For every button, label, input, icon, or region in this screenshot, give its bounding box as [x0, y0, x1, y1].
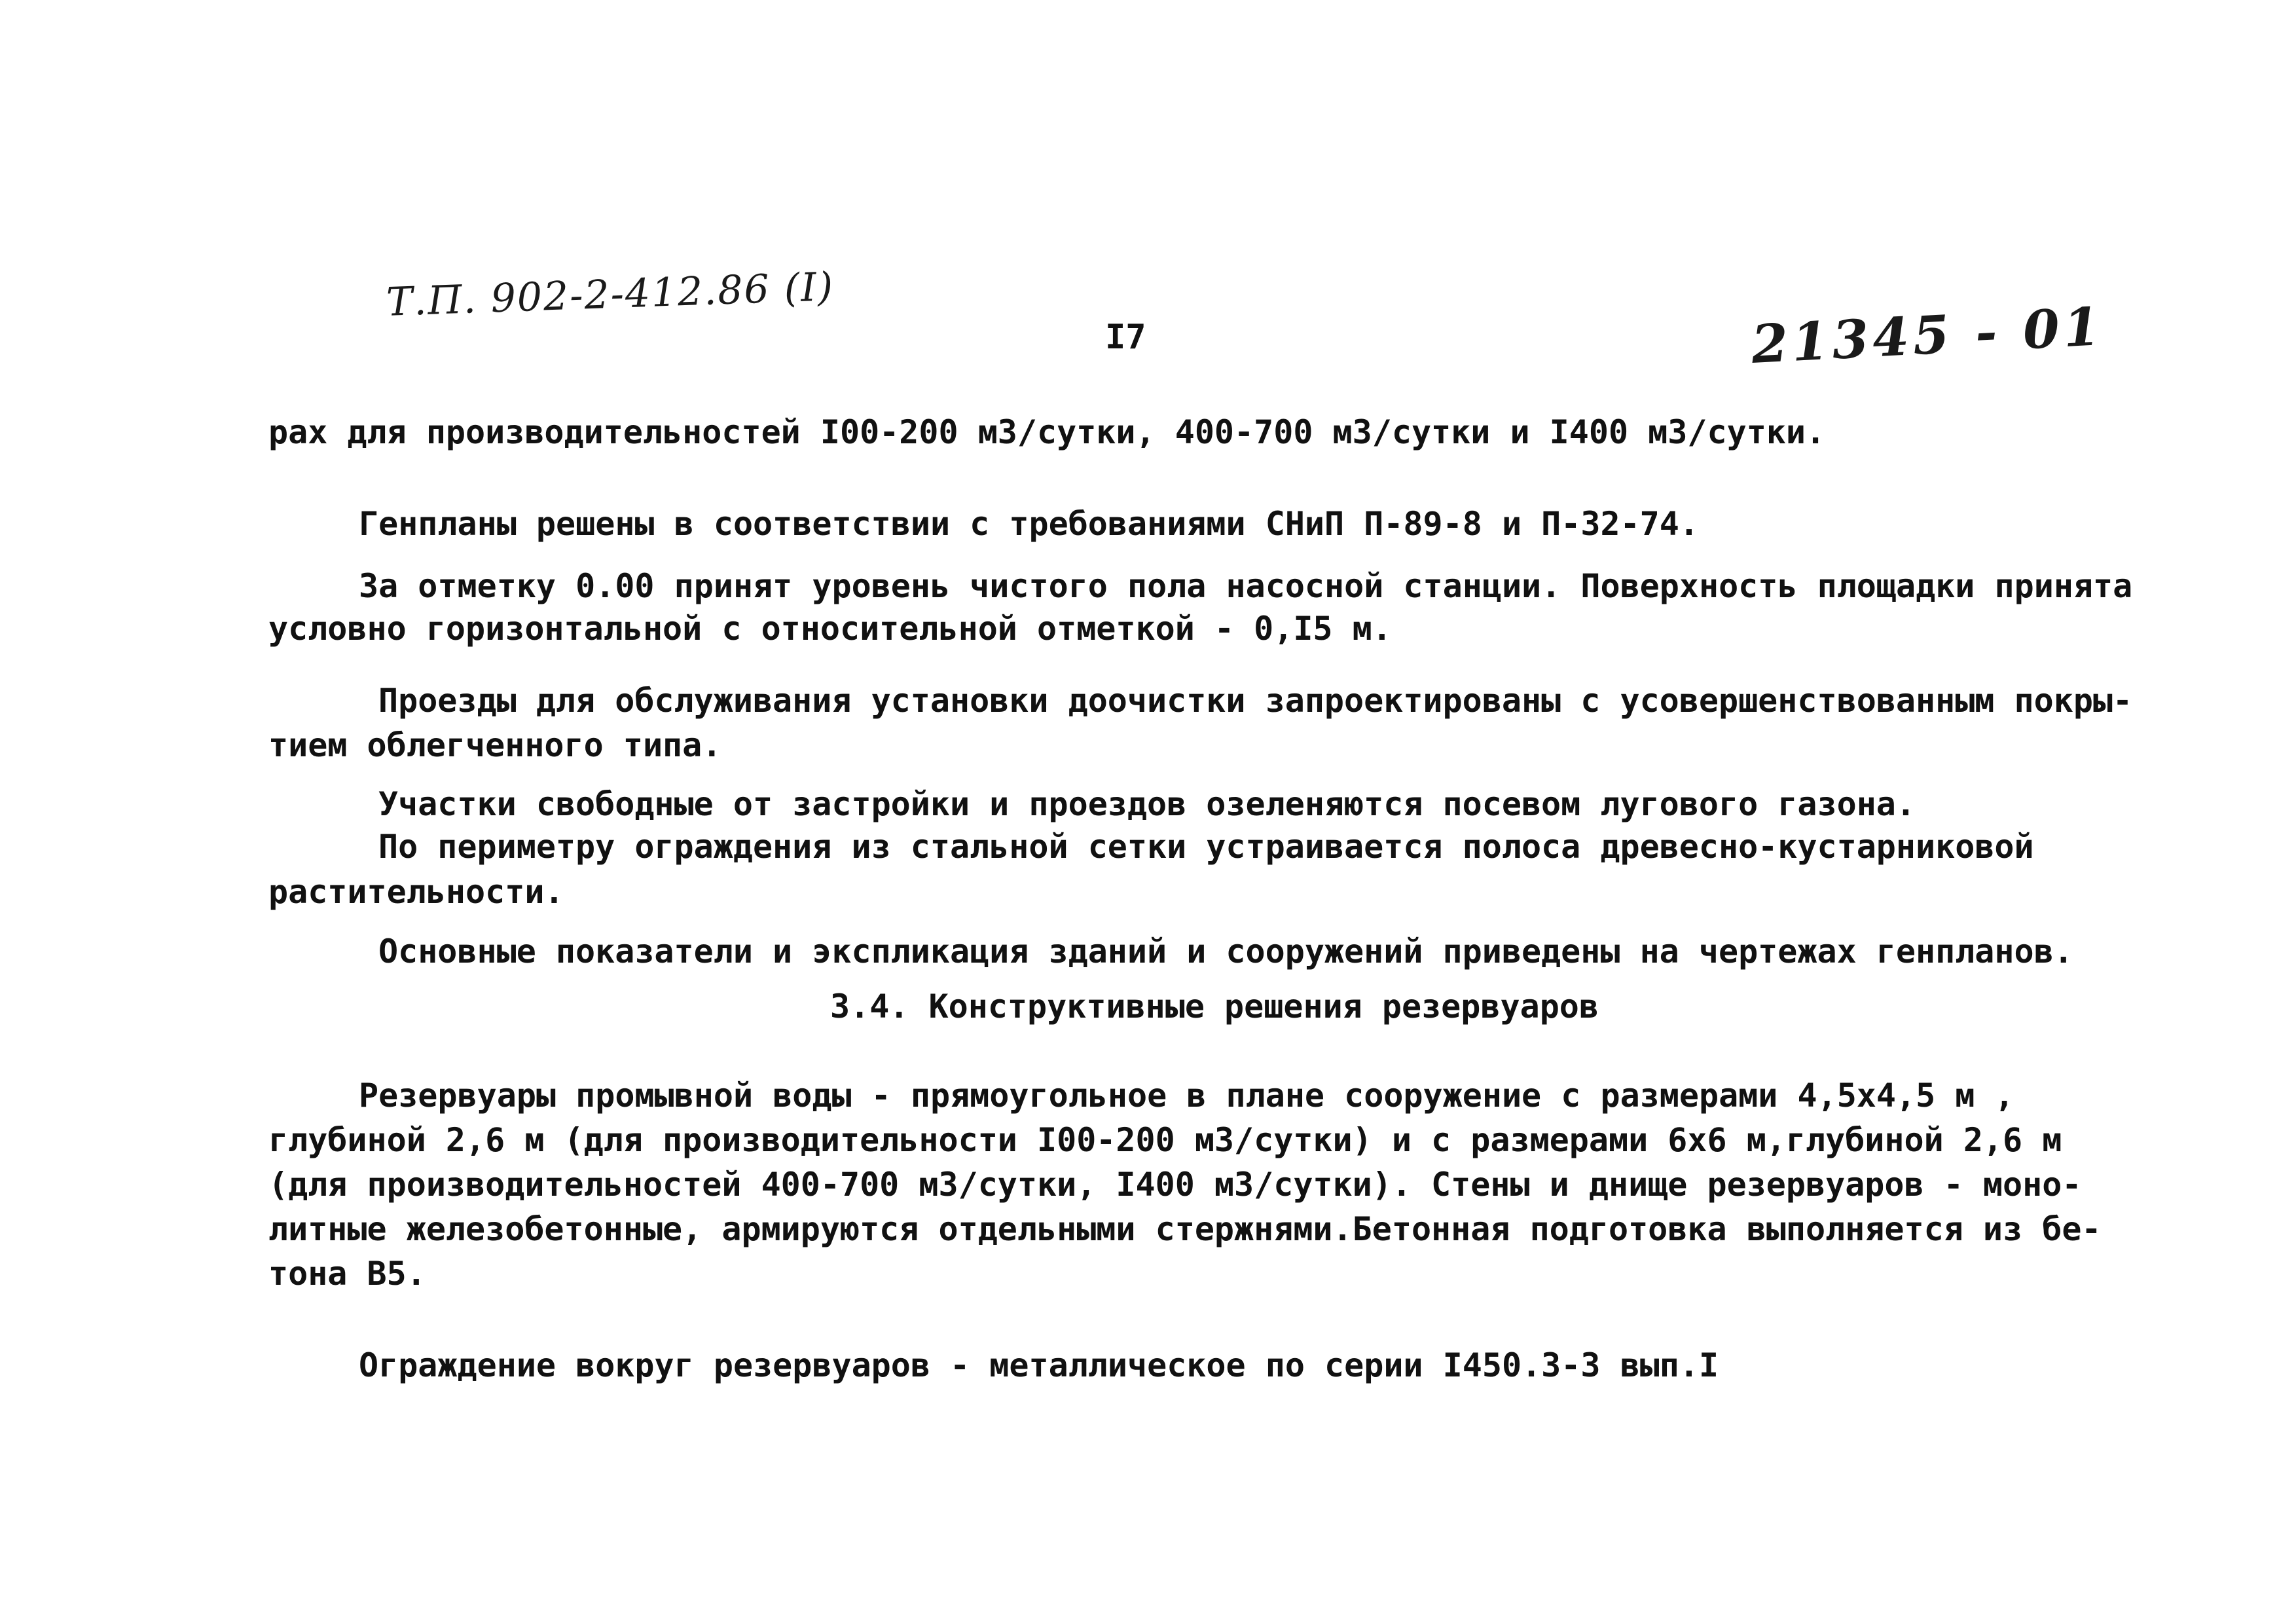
text-line: Ограждение вокруг резервуаров - металлическое по серии I450.3-3 вып.I — [359, 1346, 1719, 1384]
handwritten-doc-code: Т.П. 902-2-412.86 (I) — [385, 264, 835, 325]
text-line: Генпланы решены в соответствии с требованиями СНиП П-89-8 и П-32-74. — [359, 505, 1699, 543]
text-line: условно горизонтальной с относительной отметкой - 0,I5 м. — [268, 610, 1392, 648]
text-line: глубиной 2,6 м (для производительности I00-200 м3/сутки) и с размерами 6х6 м,глубиной 2,6 м — [268, 1121, 2062, 1159]
handwritten-inventory-number: 21345 - 01 — [1749, 295, 2105, 376]
text-line: Участки свободные от застройки и проездов озеленяются посевом лугового газона. — [378, 785, 1916, 823]
text-line: (для производительностей 400-700 м3/сутки, I400 м3/сутки). Стены и днище резервуаров - моно- — [268, 1166, 2082, 1204]
section-heading: 3.4. Конструктивные решения резервуаров — [830, 987, 1599, 1025]
page-number: I7 — [1105, 318, 1146, 357]
text-line: тием облегченного типа. — [268, 726, 722, 764]
text-line: рах для производительностей I00-200 м3/сутки, 400-700 м3/сутки и I400 м3/сутки. — [268, 413, 1826, 451]
text-line: Проезды для обслуживания установки доочистки запроектированы с усовершенствованным покры- — [378, 682, 2133, 720]
text-line: литные железобетонные, армируются отдельными стержнями.Бетонная подготовка выполняется из бе- — [268, 1210, 2102, 1248]
text-line: За отметку 0.00 принят уровень чистого пола насосной станции. Поверхность площадки принята — [359, 567, 2133, 605]
text-line: По периметру ограждения из стальной сетки устраивается полоса древесно-кустарниковой — [378, 828, 2034, 866]
text-line: растительности. — [268, 873, 564, 911]
text-line: Основные показатели и экспликация зданий и сооружений приведены на чертежах генпланов. — [378, 932, 2073, 970]
text-line: тона В5. — [268, 1255, 426, 1293]
text-line: Резервуары промывной воды - прямоугольное в плане сооружение с размерами 4,5х4,5 м , — [359, 1077, 2014, 1115]
